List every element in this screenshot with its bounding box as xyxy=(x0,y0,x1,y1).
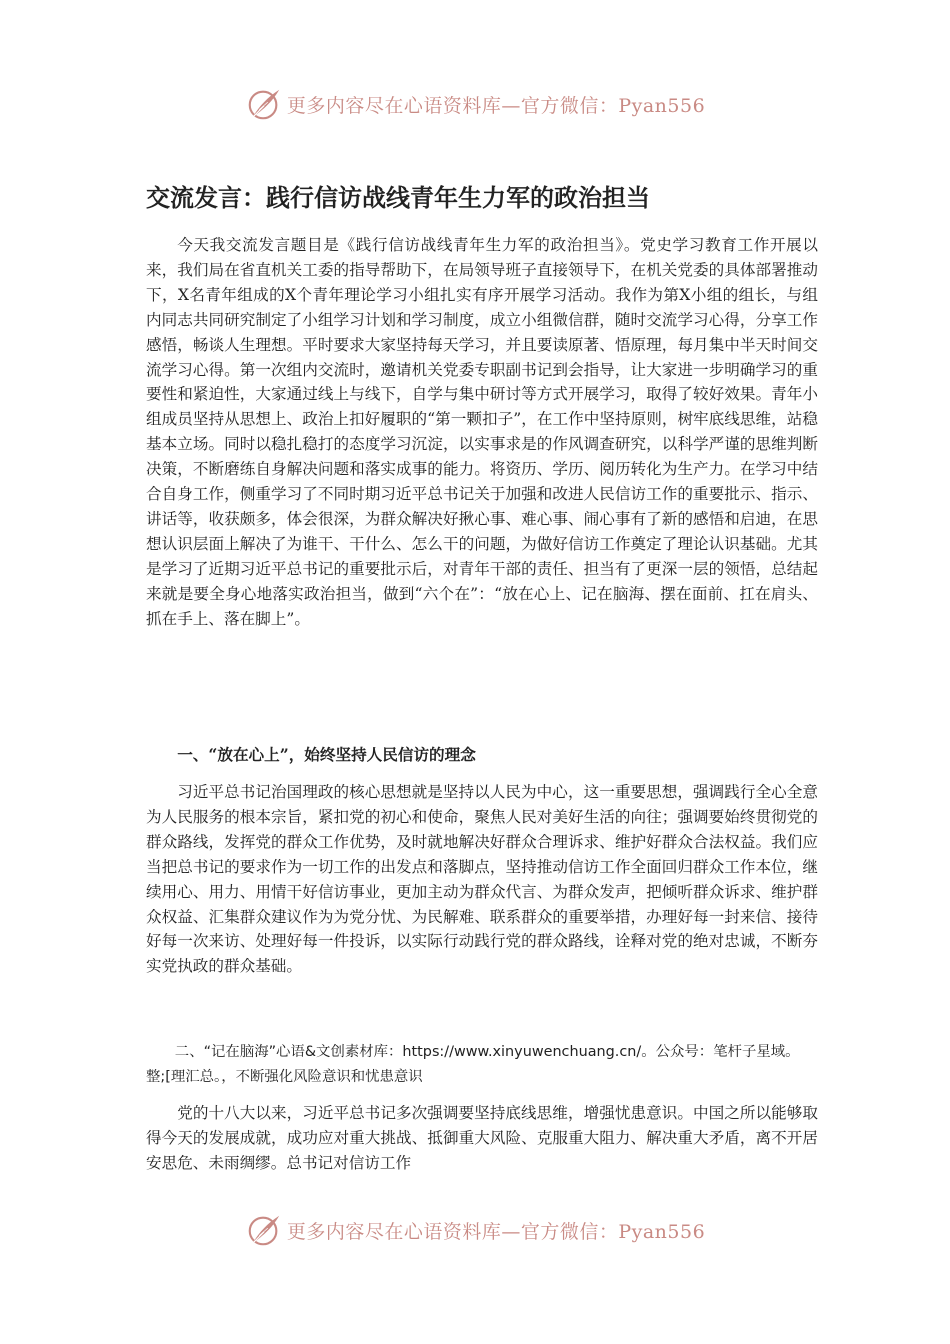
feather-quill-icon xyxy=(245,85,283,123)
section-heading-2: 二、“记在脑海”心语&文创素材库：https://www.xinyuwenchuang.cn/。公众号：笔杆子星域。整;[理汇总。，不断强化风险意识和忧患意识 xyxy=(146,1044,800,1085)
footer-watermark-banner xyxy=(0,1208,950,1252)
body-paragraph-section-2: 党的十八大以来，习近平总书记多次强调要坚持底线思维，增强忧患意识。中国之所以能够取得今天的发展成就，成功应对重大挑战、抵御重大风险、克服重大阻力、解决重大矛盾，离不开居安思危、未雨绸缪。总书记对信访工作 xyxy=(146,1104,818,1172)
document-title: 交流发言：践行信访战线青年生力军的政治担当 xyxy=(146,184,650,212)
feather-quill-icon xyxy=(245,1211,283,1249)
body-paragraph-section-1: 习近平总书记治国理政的核心思想就是坚持以人民为中心，这一重要思想，强调践行全心全意为人民服务的根本宗旨，紧扣党的初心和使命，聚焦人民对美好生活的向往；强调要始终贯彻党的群众路线，发挥党的群众工作优势，及时就地解决好群众合理诉求、维护好群众合法权益。我们应当把总书记的要求作为一切工作的出发点和落脚点，坚持推动信访工作全面回归群众工作本位，继续用心、用力、用情干好信访事业，更加主动为群众代言、为群众发声，把倾听群众诉求、维护群众权益、汇集群众建议作为为党分忧、为民解难、联系群众的重要举措，办理好每一封来信、接待好每一次来访、处理好每一件投诉，以实际行动践行党的群众路线，诠释对党的绝对忠诚，不断夯实党执政的群众基础。 xyxy=(146,783,818,976)
watermark-text: 更多内容尽在心语资料库—官方微信：Pyan556 xyxy=(286,1220,706,1243)
watermark-text: 更多内容尽在心语资料库—官方微信：Pyan556 xyxy=(286,94,706,117)
section-heading-1: 一、“放在心上”，始终坚持人民信访的理念 xyxy=(177,745,476,764)
body-paragraph-intro: 今天我交流发言题目是《践行信访战线青年生力军的政治担当》。党史学习教育工作开展以来，我们局在省直机关工委的指导帮助下，在局领导班子直接领导下，在机关党委的具体部署推动下，X名青年组成的X个青年理论学习小组扎实有序开展学习活动。我作为第X小组的组长，与组内同志共同研究制定了小组学习计划和学习制度，成立小组微信群，随时交流学习心得，分享工作感悟，畅谈人生理想。平时要求大家坚持每天学习，并且要读原著、悟原理，每月集中半天时间交流学习心得。第一次组内交流时，邀请机关党委专职副书记到会指导，让大家进一步明确学习的重要性和紧迫性，大家通过线上与线下，自学与集中研讨等方式开展学习，取得了较好效果。青年小组成员坚持从思想上、政治上扣好履职的“第一颗扣子”，在工作中坚持原则，树牢底线思维，站稳基本立场。同时以稳扎稳打的态度学习沉淀，以实事求是的作风调查研究，以科学严谨的思维判断决策，不断磨练自身解决问题和落实成事的能力。将资历、学历、阅历转化为生产力。在学习中结合自身工作，侧重学习了不同时期习近平总书记关于加强和改进人民信访工作的重要批示、指示、讲话等，收获颇多，体会很深，为群众解决好揪心事、难心事、闹心事有了新的感悟和启迪，在思想认识层面上解决了为谁干、干什么、怎么干的问题，为做好信访工作奠定了理论认识基础。尤其是学习了近期习近平总书记的重要批示后，对青年干部的责任、担当有了更深一层的领悟，总结起来就是要全身心地落实政治担当，做到“六个在”：“放在心上、记在脑海、摆在面前、扛在肩头、抓在手上、落在脚上”。 xyxy=(146,236,818,628)
header-watermark-banner xyxy=(0,82,950,126)
